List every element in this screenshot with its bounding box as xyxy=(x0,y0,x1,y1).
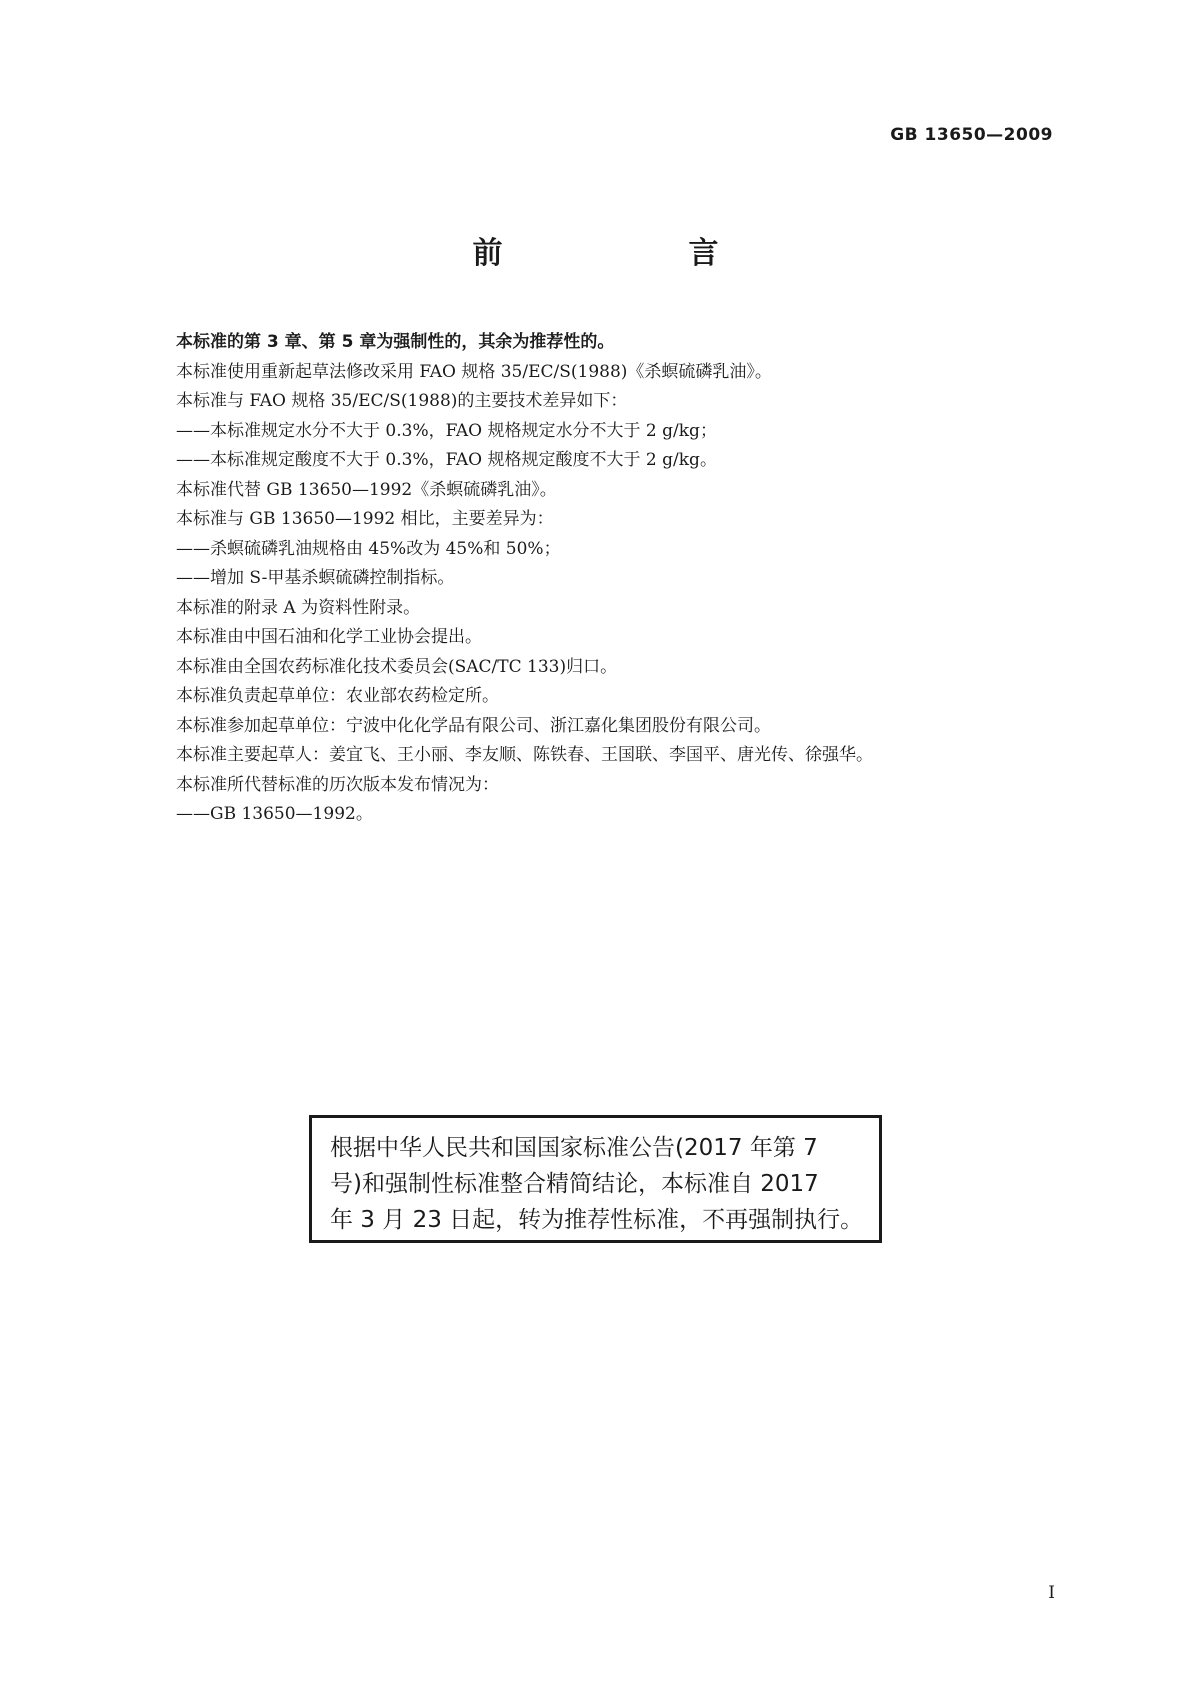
foreword-line: 本标准参加起草单位：宁波中化化学品有限公司、浙江嘉化集团股份有限公司。 xyxy=(176,715,771,736)
foreword-line: ——增加 S-甲基杀螟硫磷控制指标。 xyxy=(176,568,455,588)
foreword-line: 本标准的附录 A 为资料性附录。 xyxy=(176,597,421,618)
foreword-body xyxy=(176,328,1006,830)
foreword-line: 本标准使用重新起草法修改采用 FAO 规格 35/EC/S(1988)《杀螟硫磷乳油》。 xyxy=(176,361,772,382)
foreword-line: ——本标准规定水分不大于 0.3%，FAO 规格规定水分不大于 2 g/kg； xyxy=(176,420,717,441)
notice-line: 号)和强制性标准整合精简结论，本标准自 2017 xyxy=(330,1171,819,1197)
foreword-line: 本标准主要起草人：姜宜飞、王小丽、李友顺、陈铁春、王国联、李国平、唐光传、徐强华。 xyxy=(176,745,873,765)
foreword-line: 本标准与 GB 13650—1992 相比，主要差异为： xyxy=(176,509,554,529)
page-number: I xyxy=(1048,1583,1055,1603)
foreword-line: ——本标准规定酸度不大于 0.3%，FAO 规格规定酸度不大于 2 g/kg。 xyxy=(176,450,717,470)
foreword-line: 本标准与 FAO 规格 35/EC/S(1988)的主要技术差异如下： xyxy=(176,391,628,411)
foreword-line: 本标准的第 3 章、第 5 章为强制性的，其余为推荐性的。 xyxy=(176,332,615,352)
foreword-line: ——杀螟硫磷乳油规格由 45%改为 45%和 50%； xyxy=(176,538,561,559)
page-title: 前 言 xyxy=(472,236,761,271)
foreword-line: 本标准由全国农药标准化技术委员会(SAC/TC 133)归口。 xyxy=(176,656,618,677)
foreword-line: 本标准所代替标准的历次版本发布情况为： xyxy=(176,774,499,795)
foreword-line: ——GB 13650—1992。 xyxy=(176,804,373,824)
foreword-line: 本标准代替 GB 13650—1992《杀螟硫磷乳油》。 xyxy=(176,479,557,500)
notice-line: 年 3 月 23 日起，转为推荐性标准，不再强制执行。 xyxy=(330,1207,864,1233)
notice-line: 根据中华人民共和国国家标准公告(2017 年第 7 xyxy=(330,1135,818,1161)
standard-code: GB 13650—2009 xyxy=(890,125,1053,145)
foreword-line: 本标准负责起草单位：农业部农药检定所。 xyxy=(176,686,499,706)
notice-box xyxy=(309,1115,882,1243)
foreword-line: 本标准由中国石油和化学工业协会提出。 xyxy=(176,627,482,647)
